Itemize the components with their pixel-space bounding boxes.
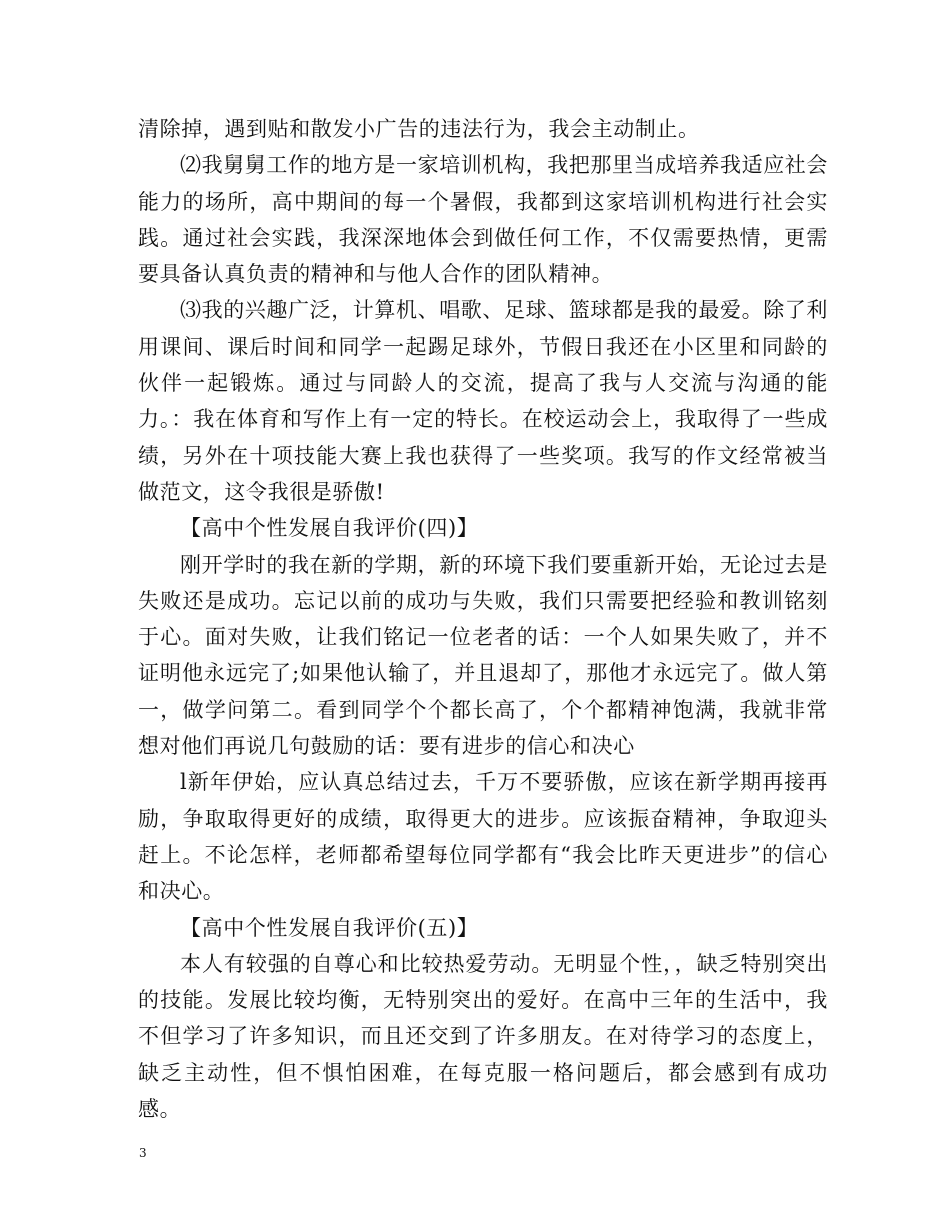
page-body — [138, 111, 828, 1127]
section-heading-4: 【高中个性发展自我评价(四)】 — [180, 516, 479, 541]
paragraph-2: ⑵我舅舅工作的地方是一家培训机构，我把那里当成培养我适应社会能力的场所，高中期间的每一个暑假，我都到这家培训机构进行社会实践。通过社会实践，我深深地体会到做任何工作，不仅需要热情，更需要具备认真负责的精神和与他人合作的团队精神。 — [138, 153, 828, 287]
paragraph-section5-body: 本人有较强的自尊心和比较热爱劳动。无明显个性，，缺乏特别突出的技能。发展比较均衡，无特别突出的爱好。在高中三年的生活中，我不但学习了许多知识，而且还交到了许多朋友。在对待学习的态度上，缺乏主动性，但不惧怕困难，在每克服一格问题后，都会感到有成功感。 — [138, 951, 828, 1122]
section-heading-5: 【高中个性发展自我评价(五)】 — [180, 915, 479, 940]
paragraph-section4-point1: l新年伊始，应认真总结过去，千万不要骄傲，应该在新学期再接再励，争取取得更好的成绩，取得更大的进步。应该振奋精神，争取迎头赶上。不论怎样，老师都希望每位同学都有“我会比昨天更进步”的信心和决心。 — [138, 770, 828, 904]
paragraph-section4-body: 刚开学时的我在新的学期，新的环境下我们要重新开始，无论过去是失败还是成功。忘记以前的成功与失败，我们只需要把经验和教训铭刻于心。面对失败，让我们铭记一位老者的话：一个人如果失败了，并不证明他永远完了;如果他认输了，并且退却了，那他才永远完了。做人第一，做学问第二。看到同学个个都长高了，个个都精神饱满，我就非常想对他们再说几句鼓励的话：要有进步的信心和决心 — [138, 552, 828, 759]
paragraph-3: ⑶我的兴趣广泛，计算机、唱歌、足球、篮球都是我的最爱。除了利用课间、课后时间和同学一起踢足球外，节假日我还在小区里和同龄的伙伴一起锻炼。通过与同龄人的交流，提高了我与人交流与沟通的能力。：我在体育和写作上有一定的特长。在校运动会上，我取得了一些成绩，另外在十项技能大赛上我也获得了一些奖项。我写的作文经常被当做范文，这令我很是骄傲! — [138, 298, 828, 504]
paragraph-continuation: 清除掉，遇到贴和散发小广告的违法行为，我会主动制止。 — [138, 117, 700, 141]
page-number: 3 — [139, 1146, 147, 1160]
